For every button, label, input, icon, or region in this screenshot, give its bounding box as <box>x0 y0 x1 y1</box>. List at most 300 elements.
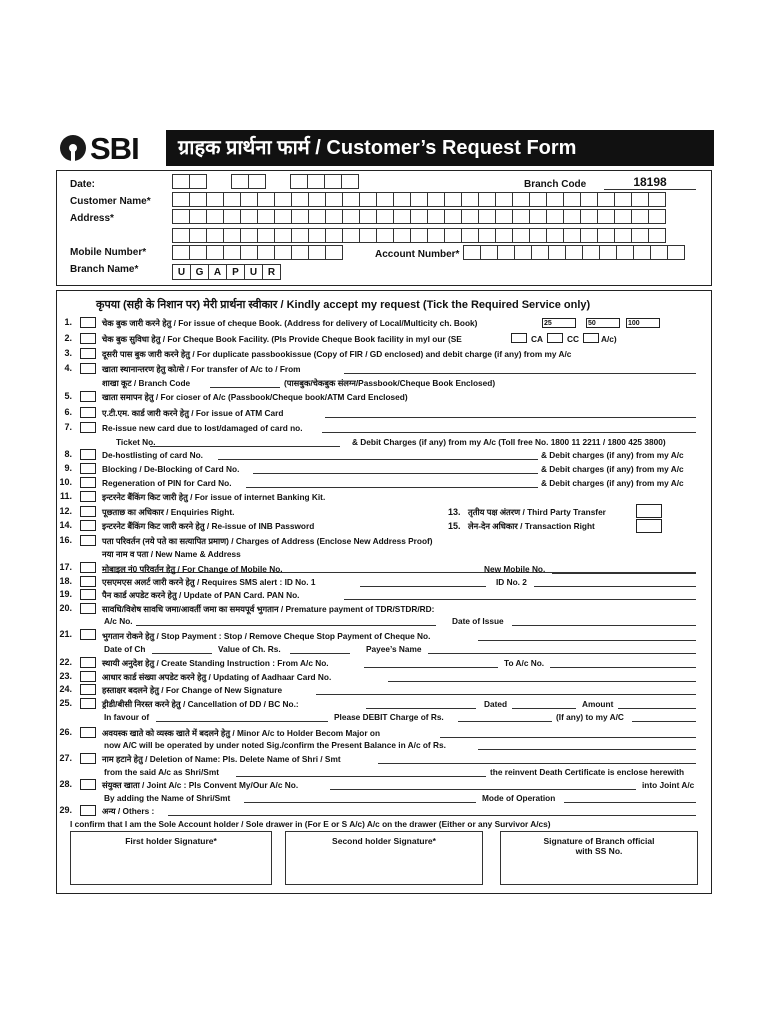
branch-name-letter: U <box>244 264 263 280</box>
checkbox-sms-alert[interactable] <box>80 576 96 587</box>
item-text: चेक बुक जारी करने हेतु / For issue of cheque Book. (Address for delivery of Local/Multicity ch. Book) <box>102 318 478 328</box>
cheque-date-field[interactable] <box>152 653 212 654</box>
branch-official-signature-label: Signature of Branch official <box>543 836 655 846</box>
cheque-value-field[interactable] <box>290 653 350 654</box>
item-text: पूछताछ का अधिकार / Enquiries Right. <box>102 507 235 517</box>
item-text: नया नाम व पता / New Name & Address <box>102 549 241 559</box>
character-cell[interactable] <box>240 209 258 224</box>
character-cell[interactable] <box>427 228 445 243</box>
branch-code-value: 18198 <box>633 175 667 189</box>
second-holder-signature-box[interactable] <box>285 831 483 885</box>
pin-card-field[interactable] <box>246 487 538 488</box>
character-cell[interactable] <box>650 245 668 260</box>
character-cell[interactable] <box>223 192 241 207</box>
item-number: 6. <box>64 407 72 417</box>
leaves-50-option[interactable]: 50 <box>586 318 620 328</box>
character-cell[interactable] <box>565 245 583 260</box>
character-cell[interactable] <box>257 245 275 260</box>
stop-cheque-number-field[interactable] <box>478 640 696 641</box>
character-cell[interactable] <box>667 245 685 260</box>
character-cell[interactable] <box>410 209 428 224</box>
account-number-label: Account Number* <box>375 249 460 260</box>
character-cell[interactable] <box>444 209 462 224</box>
character-cell[interactable] <box>597 209 615 224</box>
item-text: (If any) to my A/C <box>556 712 624 722</box>
character-cell[interactable] <box>257 209 275 224</box>
character-cell[interactable] <box>616 245 634 260</box>
character-cell[interactable] <box>359 192 377 207</box>
item-number: 29. <box>59 805 72 815</box>
se-option-box[interactable] <box>511 333 527 343</box>
in-favour-of-field[interactable] <box>156 721 328 722</box>
character-cell[interactable] <box>274 209 292 224</box>
character-cell[interactable] <box>308 209 326 224</box>
item-text: स्थायी अनुदेश हेतु / Create Standing Instruction : From A/c No. <box>102 658 329 668</box>
item-text: Please DEBIT Charge of Rs. <box>334 712 444 722</box>
checkbox-reissue-inb-password[interactable] <box>80 520 96 531</box>
charge-account-field[interactable] <box>632 721 696 722</box>
item-text: इन्टरनेट बैंकिंग किट जारी करने हेतु / Re-issue of INB Password <box>102 521 315 531</box>
checkbox-address-change[interactable] <box>80 535 96 546</box>
item-text: मोबाइल नं0 परिवर्तन हेतु / For Change of Mobile No. <box>102 564 283 574</box>
branch-name-letter: U <box>172 264 191 280</box>
character-cell[interactable] <box>529 209 547 224</box>
request-heading: कृपया (सही के निशान पर) मेरी प्रार्थना स्वीकार / Kindly accept my request (Tick the Required Service only) <box>96 299 591 311</box>
lost-card-number-field[interactable] <box>322 432 696 433</box>
character-cell[interactable] <box>308 228 326 243</box>
character-cell[interactable] <box>257 228 275 243</box>
leaves-100-option[interactable]: 100 <box>626 318 660 328</box>
checkbox-pan-update[interactable] <box>80 589 96 600</box>
item-text: Regeneration of PIN for Card No. <box>102 478 232 488</box>
payee-name-field[interactable] <box>428 653 696 654</box>
character-cell[interactable] <box>427 192 445 207</box>
checkbox-mobile-change[interactable] <box>80 562 96 573</box>
item-number: 7. <box>64 422 72 432</box>
pan-number-field[interactable] <box>344 599 696 600</box>
date-label: Date: <box>70 179 96 190</box>
character-cell[interactable] <box>478 228 496 243</box>
character-cell[interactable] <box>189 245 207 260</box>
character-cell[interactable] <box>291 228 309 243</box>
character-cell[interactable] <box>189 209 207 224</box>
checkbox-account-closure[interactable] <box>80 391 96 402</box>
item-number: 10. <box>59 477 72 487</box>
branch-code-transfer-field[interactable] <box>210 387 280 388</box>
character-cell[interactable] <box>580 209 598 224</box>
branch-name-field[interactable] <box>172 264 280 280</box>
item-number: 8. <box>64 449 72 459</box>
ac-label: A/c) <box>601 334 617 344</box>
checkbox-pin-regeneration[interactable] <box>80 477 96 488</box>
character-cell[interactable] <box>495 228 513 243</box>
item-text: (पासबुक/चेकबुक संलग्न/Passbook/Cheque Book Enclosed) <box>284 378 496 388</box>
character-cell[interactable] <box>597 228 615 243</box>
joint-account-number-field[interactable] <box>330 789 636 790</box>
character-cell[interactable] <box>580 228 598 243</box>
character-cell[interactable] <box>427 209 445 224</box>
item-number: 25. <box>59 698 72 708</box>
character-cell[interactable] <box>597 192 615 207</box>
character-cell[interactable] <box>648 228 666 243</box>
character-cell[interactable] <box>359 209 377 224</box>
character-cell[interactable] <box>548 245 566 260</box>
item-number: 17. <box>59 562 72 572</box>
character-cell[interactable] <box>274 192 292 207</box>
major-date-field[interactable] <box>440 737 696 738</box>
checkbox-cheque-facility[interactable] <box>80 333 96 344</box>
joint-holder-name-field[interactable] <box>244 802 476 803</box>
character-cell[interactable] <box>206 192 224 207</box>
character-cell[interactable] <box>376 192 394 207</box>
dehotlist-card-field[interactable] <box>218 459 538 460</box>
checkbox-premature-payment[interactable] <box>80 603 96 614</box>
character-cell[interactable] <box>529 228 547 243</box>
cc-label: CC <box>567 334 579 344</box>
item-number: 24. <box>59 684 72 694</box>
checkbox-atm-card[interactable] <box>80 407 96 418</box>
item-text: In favour of <box>104 712 150 722</box>
checkbox-dd-cancellation[interactable] <box>80 698 96 709</box>
checkbox-enquiries-right[interactable] <box>80 506 96 517</box>
item-number: 23. <box>59 671 72 681</box>
address-label: Address* <box>70 213 114 224</box>
character-cell[interactable] <box>546 192 564 207</box>
character-cell[interactable] <box>393 228 411 243</box>
present-balance-field[interactable] <box>478 749 696 750</box>
character-cell[interactable] <box>512 192 530 207</box>
first-holder-signature-label: First holder Signature* <box>125 836 217 846</box>
premature-account-field[interactable] <box>136 625 436 626</box>
item-number: 26. <box>59 727 72 737</box>
checkbox-minor-to-major[interactable] <box>80 727 96 738</box>
character-cell[interactable] <box>563 228 581 243</box>
branch-name-letter: G <box>190 264 209 280</box>
si-to-account-field[interactable] <box>550 667 696 668</box>
character-cell[interactable] <box>531 245 549 260</box>
character-cell[interactable] <box>444 192 462 207</box>
item-text: खाता स्थानान्तरण हेतु को/से / For transfer of A/c to / From <box>102 364 301 374</box>
checkbox-account-transfer[interactable] <box>80 363 96 374</box>
item-number: 9. <box>64 463 72 473</box>
item-number: 3. <box>64 348 72 358</box>
item-text: & Debit charges (if any) from my A/c <box>541 450 684 460</box>
item-number: 15. <box>448 521 461 531</box>
character-cell[interactable] <box>529 192 547 207</box>
item-text: खाता समापन हेतु / For cioser of A/c (Passbook/Cheque book/ATM Card Enclosed) <box>102 392 408 402</box>
item-text: अन्य / Others : <box>102 806 155 816</box>
character-cell[interactable] <box>206 209 224 224</box>
item-text: & Debit Charges (if any) from my A/c (Toll free No. 1800 11 2211 / 1800 425 3800) <box>352 437 666 447</box>
item-text: Re-issue new card due to lost/damaged of card no. <box>102 423 303 433</box>
character-cell[interactable] <box>223 228 241 243</box>
date-year-field[interactable] <box>290 174 358 189</box>
character-cell[interactable] <box>325 209 343 224</box>
atm-card-field[interactable] <box>325 417 696 418</box>
transfer-to-field[interactable] <box>344 373 696 374</box>
character-cell[interactable] <box>599 245 617 260</box>
character-cell[interactable] <box>240 228 258 243</box>
character-cell[interactable] <box>631 228 649 243</box>
character-cell[interactable] <box>189 192 207 207</box>
item-number: 4. <box>64 363 72 373</box>
character-cell[interactable] <box>240 192 258 207</box>
checkbox-cheque-book[interactable] <box>80 317 96 328</box>
date-month-field[interactable] <box>231 174 265 189</box>
deleted-name-as-field[interactable] <box>236 776 486 777</box>
character-cell[interactable] <box>648 209 666 224</box>
item-text: पैन कार्ड अपडेट करने हेतु / Update of PAN Card. PAN No. <box>102 590 300 600</box>
item-text: तृतीय पक्ष अंतरण / Third Party Transfer <box>468 507 606 517</box>
date-of-issue-field[interactable] <box>512 625 696 626</box>
character-cell[interactable] <box>206 228 224 243</box>
checkbox-third-party-transfer[interactable] <box>636 504 662 518</box>
mobile-number-label: Mobile Number* <box>70 247 147 258</box>
character-cell[interactable] <box>172 228 190 243</box>
checkbox-others[interactable] <box>80 805 96 816</box>
item-number: 28. <box>59 779 72 789</box>
mobile-number-field[interactable] <box>172 245 342 260</box>
character-cell[interactable] <box>240 245 258 260</box>
sms-id2-field[interactable] <box>534 586 696 587</box>
character-cell[interactable] <box>444 228 462 243</box>
character-cell[interactable] <box>376 228 394 243</box>
character-cell[interactable] <box>514 245 532 260</box>
character-cell[interactable] <box>478 192 496 207</box>
item-text: Blocking / De-Blocking of Card No. <box>102 464 240 474</box>
ca-label: CA <box>531 334 543 344</box>
branch-name-label: Branch Name* <box>70 264 139 275</box>
item-text: इन्टरनेट बैंकिंग किट जारी हेतु / For issue of internet Banking Kit. <box>102 492 326 502</box>
character-cell[interactable] <box>463 245 481 260</box>
character-cell[interactable] <box>325 245 343 260</box>
character-cell[interactable] <box>546 228 564 243</box>
character-cell[interactable] <box>359 228 377 243</box>
logo-text: SBI <box>90 131 139 166</box>
character-cell[interactable] <box>631 192 649 207</box>
checkbox-dehotlisting[interactable] <box>80 449 96 460</box>
checkbox-name-deletion[interactable] <box>80 753 96 764</box>
dd-amount-field[interactable] <box>618 708 696 709</box>
character-cell[interactable] <box>206 245 224 260</box>
branch-name-letter: R <box>262 264 281 280</box>
checkbox-standing-instruction[interactable] <box>80 657 96 668</box>
character-cell[interactable] <box>614 192 632 207</box>
character-cell[interactable] <box>631 209 649 224</box>
character-cell[interactable] <box>223 245 241 260</box>
address-field-line2[interactable] <box>172 228 665 243</box>
character-cell[interactable] <box>274 245 292 260</box>
checkbox-aadhaar-update[interactable] <box>80 671 96 682</box>
character-cell[interactable] <box>291 192 309 207</box>
character-cell[interactable] <box>172 192 190 207</box>
sbi-logo-icon <box>60 135 86 161</box>
new-mobile-field[interactable] <box>552 573 696 574</box>
character-cell[interactable] <box>648 192 666 207</box>
character-cell[interactable] <box>308 192 326 207</box>
branch-official-signature-box[interactable] <box>500 831 698 885</box>
item-number: 19. <box>59 589 72 599</box>
item-text: चेक बुक सुविधा हेतु / For Cheque Book Facility. (Pls Provide Cheque Book facility in myl our (SE <box>102 334 462 344</box>
mode-of-operation-field[interactable] <box>564 802 696 803</box>
form-title: ग्राहक प्रार्थना फार्म / Customer’s Request Form <box>166 130 714 166</box>
item-text: एसएमएस अलर्ट जारी करने हेतु / Requires SMS alert : ID No. 1 <box>102 577 316 587</box>
item-text: Value of Ch. Rs. <box>218 644 281 654</box>
character-cell[interactable] <box>376 209 394 224</box>
item-text: Amount <box>582 699 614 709</box>
checkbox-signature-change[interactable] <box>80 684 96 695</box>
character-cell[interactable] <box>189 228 207 243</box>
character-cell[interactable] <box>497 245 515 260</box>
item-number: 16. <box>59 535 72 545</box>
checkbox-block-card[interactable] <box>80 463 96 474</box>
character-cell[interactable] <box>633 245 651 260</box>
ticket-number-field[interactable] <box>150 446 340 447</box>
new-signature-field[interactable] <box>316 694 696 695</box>
character-cell[interactable] <box>495 192 513 207</box>
checkbox-duplicate-passbook[interactable] <box>80 348 96 359</box>
item-text: आधार कार्ड संख्या अपडेट करने हेतु / Updating of Aadhaar Card No. <box>102 672 332 682</box>
character-cell[interactable] <box>410 192 428 207</box>
item-text: Date of Ch <box>104 644 146 654</box>
block-card-field[interactable] <box>253 473 538 474</box>
character-cell[interactable] <box>582 245 600 260</box>
character-cell[interactable] <box>342 209 360 224</box>
item-number: 13. <box>448 507 461 517</box>
item-text: ए.टी.एम. कार्ड जारी करने हेतु / For issue of ATM Card <box>102 408 284 418</box>
character-cell[interactable] <box>478 209 496 224</box>
character-cell[interactable] <box>325 192 343 207</box>
delete-name-field[interactable] <box>378 763 696 764</box>
dd-number-field[interactable] <box>366 708 476 709</box>
customer-name-label: Customer Name* <box>70 196 151 207</box>
character-cell[interactable] <box>308 245 326 260</box>
item-text: the reinvent Death Certificate is enclose herewith <box>490 767 685 777</box>
first-holder-signature-box[interactable] <box>70 831 272 885</box>
cc-option-box[interactable] <box>583 333 599 343</box>
character-cell[interactable] <box>172 209 190 224</box>
item-text: पता परिवर्तन (नये पते का सत्यापित प्रमाण) / Charges of Address (Enclose New Address Proof) <box>102 536 433 546</box>
character-cell[interactable] <box>546 209 564 224</box>
character-cell[interactable] <box>480 245 498 260</box>
item-text: Date of Issue <box>452 616 504 626</box>
character-cell[interactable] <box>495 209 513 224</box>
character-cell[interactable] <box>342 228 360 243</box>
item-number: 22. <box>59 657 72 667</box>
item-text: दूसरी पास बुक जारी करने हेतु / For duplicate passbookissue (Copy of FIR / GD enclosed) and debit charge (if any) from my A/c <box>102 349 572 359</box>
character-cell[interactable] <box>614 209 632 224</box>
character-cell[interactable] <box>393 209 411 224</box>
item-text: To A/c No. <box>504 658 545 668</box>
item-number: 14. <box>59 520 72 530</box>
item-number: 21. <box>59 629 72 639</box>
character-cell[interactable] <box>563 209 581 224</box>
item-text: & Debit charges (if any) from my A/c <box>541 464 684 474</box>
item-text: अवयस्क खाते को व्यस्क खाते में बदलने हेतु / Minor A/c to Holder Becom Major on <box>102 728 381 738</box>
item-text: शाखा कूट / Branch Code <box>102 378 191 388</box>
item-text: संयुक्त खाता / Joint A/c : Pls Convent My/Our A/c No. <box>102 780 299 790</box>
ca-option-box[interactable] <box>547 333 563 343</box>
item-text: Ticket No. <box>116 437 156 447</box>
date-day-field[interactable] <box>172 174 206 189</box>
character-cell[interactable] <box>461 209 479 224</box>
character-cell[interactable] <box>223 209 241 224</box>
item-text: नाम हटाने हेतु / Deletion of Name: Pls. Delete Name of Shri / Smt <box>102 754 341 764</box>
confirmation-statement: I confirm that I am the Sole Account holder / Sole drawer in (For E or S A/c) A/c on the drawer (Either or any Survivor A/cs) <box>70 819 551 829</box>
item-number: 18. <box>59 576 72 586</box>
item-text: ID No. 2 <box>496 577 527 587</box>
item-text: सावधि/विशेष सावधि जमा/आवर्ती जमा का समयपूर्व भुगतान / Premature payment of TDR/STDR/RD: <box>102 604 435 614</box>
item-text: हस्ताक्षर बदलने हेतु / For Change of New Signature <box>102 685 283 695</box>
character-cell[interactable] <box>461 192 479 207</box>
character-cell[interactable] <box>325 228 343 243</box>
character-cell[interactable] <box>274 228 292 243</box>
item-text: into Joint A/c <box>642 780 695 790</box>
item-text: लेन-देन अधिकार / Transaction Right <box>468 521 595 531</box>
second-holder-signature-label: Second holder Signature* <box>332 836 436 846</box>
item-text: Payee’s Name <box>366 644 422 654</box>
character-cell[interactable] <box>257 192 275 207</box>
character-cell[interactable] <box>410 228 428 243</box>
item-text: Mode of Operation <box>482 793 556 803</box>
character-cell[interactable] <box>580 192 598 207</box>
character-cell[interactable] <box>512 209 530 224</box>
customer-name-field[interactable] <box>172 192 665 207</box>
item-text: By adding the Name of Shri/Smt <box>104 793 231 803</box>
item-number: 1. <box>64 317 72 327</box>
item-text: भुगतान रोकने हेतु / Stop Payment : Stop / Remove Cheque Stop Payment of Cheque No. <box>102 631 431 641</box>
character-cell[interactable] <box>614 228 632 243</box>
item-text: from the said A/c as Shri/Smt <box>104 767 219 777</box>
character-cell[interactable] <box>342 192 360 207</box>
sbi-logo <box>60 131 160 165</box>
others-field[interactable] <box>168 815 696 816</box>
address-field-line1[interactable] <box>172 209 665 224</box>
branch-name-letter: P <box>226 264 245 280</box>
checkbox-reissue-card[interactable] <box>80 422 96 433</box>
account-number-field[interactable] <box>463 245 684 260</box>
debit-charge-field[interactable] <box>458 721 552 722</box>
item-text: De-hostlisting of card No. <box>102 450 203 460</box>
aadhaar-number-field[interactable] <box>388 681 696 682</box>
character-cell[interactable] <box>291 209 309 224</box>
checkbox-stop-payment[interactable] <box>80 629 96 640</box>
branch-code-field[interactable] <box>604 175 696 190</box>
dd-date-field[interactable] <box>512 708 576 709</box>
branch-name-letter: A <box>208 264 227 280</box>
checkbox-transaction-right[interactable] <box>636 519 662 533</box>
sms-id1-field[interactable] <box>360 586 486 587</box>
leaves-25-option[interactable]: 25 <box>542 318 576 328</box>
branch-official-ss-label: with SS No. <box>575 846 623 856</box>
character-cell[interactable] <box>512 228 530 243</box>
item-text: A/c No. <box>104 616 133 626</box>
character-cell[interactable] <box>393 192 411 207</box>
item-text: & Debit charges (if any) from my A/c <box>541 478 684 488</box>
item-text: ड्रीडी/बीसी निरस्त करने हेतु / Cancellation of DD / BC No.: <box>102 699 299 709</box>
item-text: now A/C will be operated by under noted Sig./confirm the Present Balance in A/c of Rs. <box>104 740 446 750</box>
si-from-account-field[interactable] <box>364 667 498 668</box>
checkbox-internet-banking-kit[interactable] <box>80 491 96 502</box>
character-cell[interactable] <box>461 228 479 243</box>
item-text: New Mobile No. <box>484 564 546 574</box>
item-number: 27. <box>59 753 72 763</box>
character-cell[interactable] <box>172 245 190 260</box>
character-cell[interactable] <box>563 192 581 207</box>
checkbox-joint-account[interactable] <box>80 779 96 790</box>
character-cell[interactable] <box>291 245 309 260</box>
item-text: Dated <box>484 699 508 709</box>
